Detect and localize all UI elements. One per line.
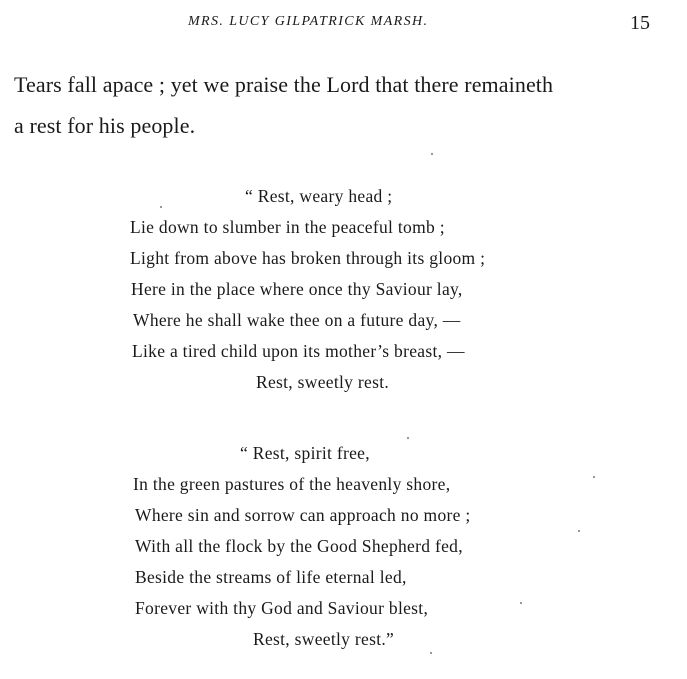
poem-line: Light from above has broken through its gloom ; bbox=[130, 248, 486, 268]
scan-speck bbox=[160, 206, 162, 208]
poem-stanza-2 bbox=[0, 438, 687, 655]
prose-paragraph bbox=[14, 64, 674, 146]
scan-speck bbox=[407, 437, 409, 439]
scan-speck bbox=[520, 602, 522, 604]
poem-line: With all the flock by the Good Shepherd fed, bbox=[135, 536, 463, 556]
running-title: MRS. LUCY GILPATRICK MARSH. bbox=[188, 14, 429, 29]
poem-line: “ Rest, spirit free, bbox=[240, 443, 370, 463]
poem-line: Forever with thy God and Saviour blest, bbox=[135, 598, 429, 618]
poem-line: Where sin and sorrow can approach no more ; bbox=[135, 505, 471, 525]
poem-line: Where he shall wake thee on a future day, — bbox=[133, 310, 461, 330]
poem-stanza-1 bbox=[0, 181, 687, 398]
poem-line: “ Rest, weary head ; bbox=[245, 186, 393, 206]
poem-line: In the green pastures of the heavenly shore, bbox=[133, 474, 451, 494]
scan-speck bbox=[578, 530, 580, 532]
prose-line: Tears fall apace ; yet we praise the Lord that there remaineth bbox=[14, 72, 554, 97]
poem-line: Here in the place where once thy Saviour lay, bbox=[131, 279, 463, 299]
poem-line: Beside the streams of life eternal led, bbox=[135, 567, 407, 587]
scan-speck bbox=[593, 476, 595, 478]
poem-line: Lie down to slumber in the peaceful tomb ; bbox=[130, 217, 445, 237]
scan-speck bbox=[430, 652, 432, 654]
prose-line: a rest for his people. bbox=[14, 113, 196, 138]
poem-line: Rest, sweetly rest. bbox=[256, 372, 390, 392]
poem-line: Like a tired child upon its mother’s breast, — bbox=[132, 341, 465, 361]
page-number: 15 bbox=[630, 12, 650, 34]
poem-line: Rest, sweetly rest.” bbox=[253, 629, 395, 649]
scan-speck bbox=[431, 153, 433, 155]
